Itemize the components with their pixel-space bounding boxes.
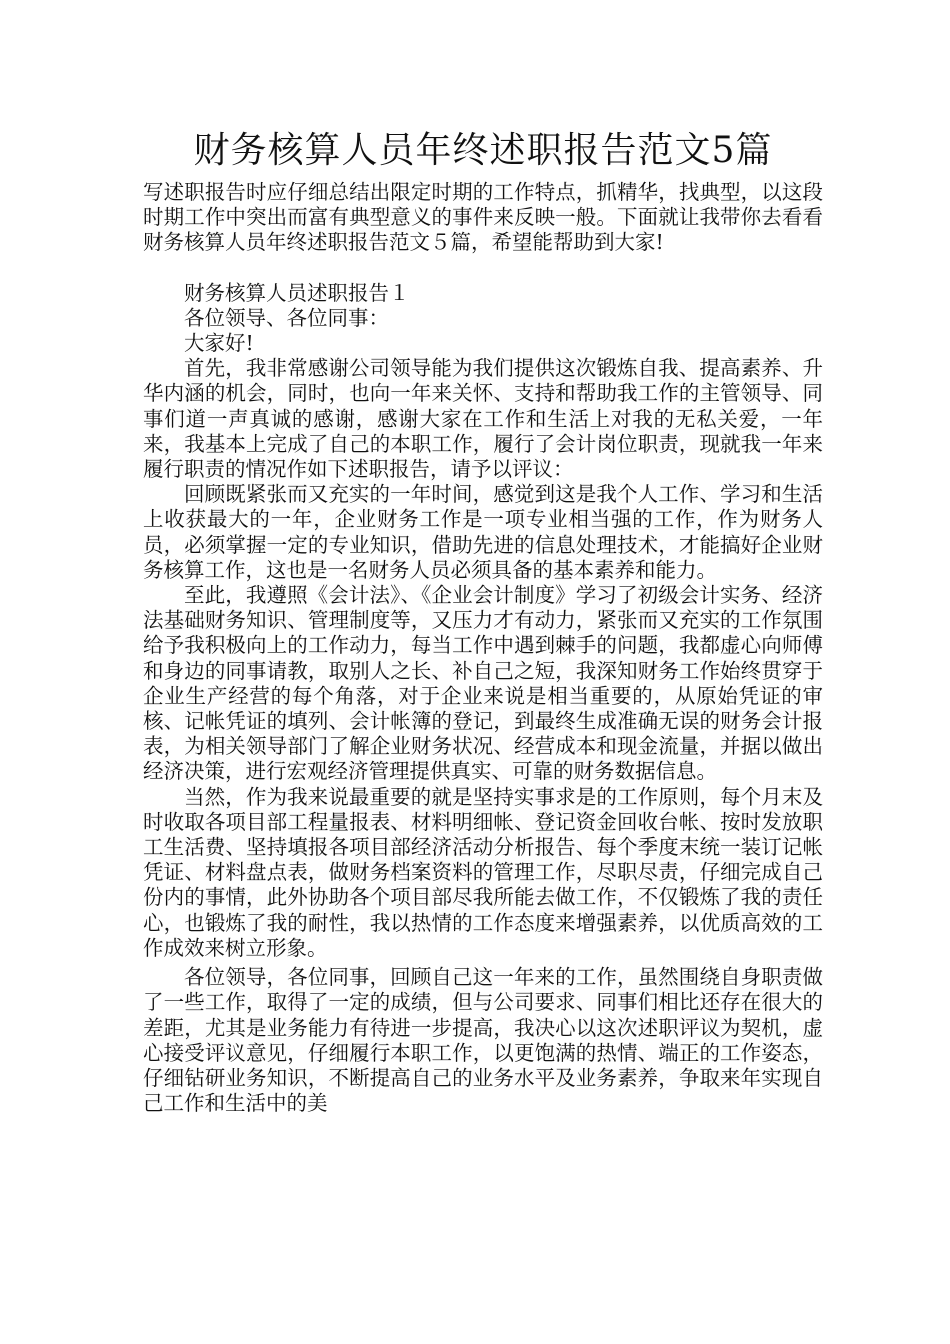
body-paragraph-4: 当然，作为我来说最重要的就是坚持实事求是的工作原则，每个月末及时收取各项目部工程量报表、材料明细帐、登记资金回收台帐、按时发放职工生活费、坚持填报各项目部经济活动分析报告、每个季度末统一装订记帐凭证、材料盘点表，做财务档案资料的管理工作，尽职尽责，仔细完成自己份内的事情，此外协助各个项目部尽我所能去做工作，不仅锻炼了我的责任心，也锻炼了我的耐性，我以热情的工作态度来增强素养，以优质高效的工作成效来树立形象。 <box>143 784 823 960</box>
document-page <box>143 128 823 1116</box>
body-paragraph-1: 首先，我非常感谢公司领导能为我们提供这次锻炼自我、提高素养、升华内涵的机会，同时，也向一年来关怀、支持和帮助我工作的主管领导、同事们道一声真诚的感谢，感谢大家在工作和生活上对我的无私关爱，一年来，我基本上完成了自己的本职工作，履行了会计岗位职责，现就我一年来履行职责的情况作如下述职报告，请予以评议： <box>143 356 823 482</box>
greeting: 大家好! <box>184 331 254 356</box>
body-paragraph-2: 回顾既紧张而又充实的一年时间，感觉到这是我个人工作、学习和生活上收获最大的一年，企业财务工作是一项专业相当强的工作，作为财务人员，必须掌握一定的专业知识，借助先进的信息处理技术，才能搞好企业财务核算工作，这也是一名财务人员必须具备的基本素养和能力。 <box>143 482 823 582</box>
salutation: 各位领导、各位同事： <box>184 305 389 330</box>
body-paragraph-3: 至此，我遵照《会计法》、《企业会计制度》学习了初级会计实务、经济法基础财务知识、管理制度等，又压力才有动力，紧张而又充实的工作氛围给予我积极向上的工作动力，每当工作中遇到棘手的问题，我都虚心向师傅和身边的同事请教，取别人之长、补自己之短，我深知财务工作始终贯穿于企业生产经营的每个角落，对于企业来说是相当重要的，从原始凭证的审核、记帐凭证的填列、会计帐簿的登记，到最终生成准确无误的财务会计报表，为相关领导部门了解企业财务状况、经营成本和现金流量，并据以做出经济决策，进行宏观经济管理提供真实、可靠的财务数据信息。 <box>143 583 823 784</box>
document-title: 财务核算人员年终述职报告范文5篇 <box>193 130 773 171</box>
intro-paragraph: 写述职报告时应仔细总结出限定时期的工作特点，抓精华，找典型，以这段时期工作中突出而富有典型意义的事件来反映一般。下面就让我带你去看看财务核算人员年终述职报告范文５篇，希望能帮助到大家! <box>143 180 823 255</box>
body-paragraph-5: 各位领导，各位同事，回顾自己这一年来的工作，虽然围绕自身职责做了一些工作，取得了一定的成绩，但与公司要求、同事们相比还存在很大的差距，尤其是业务能力有待进一步提高，我决心以这次述职评议为契机，虚心接受评议意见，仔细履行本职工作，以更饱满的热情、端正的工作姿态，仔细钻研业务知识，不断提高自己的业务水平及业务素养，争取来年实现自己工作和生活中的美 <box>143 965 823 1116</box>
section-heading: 财务核算人员述职报告１ <box>184 280 410 305</box>
